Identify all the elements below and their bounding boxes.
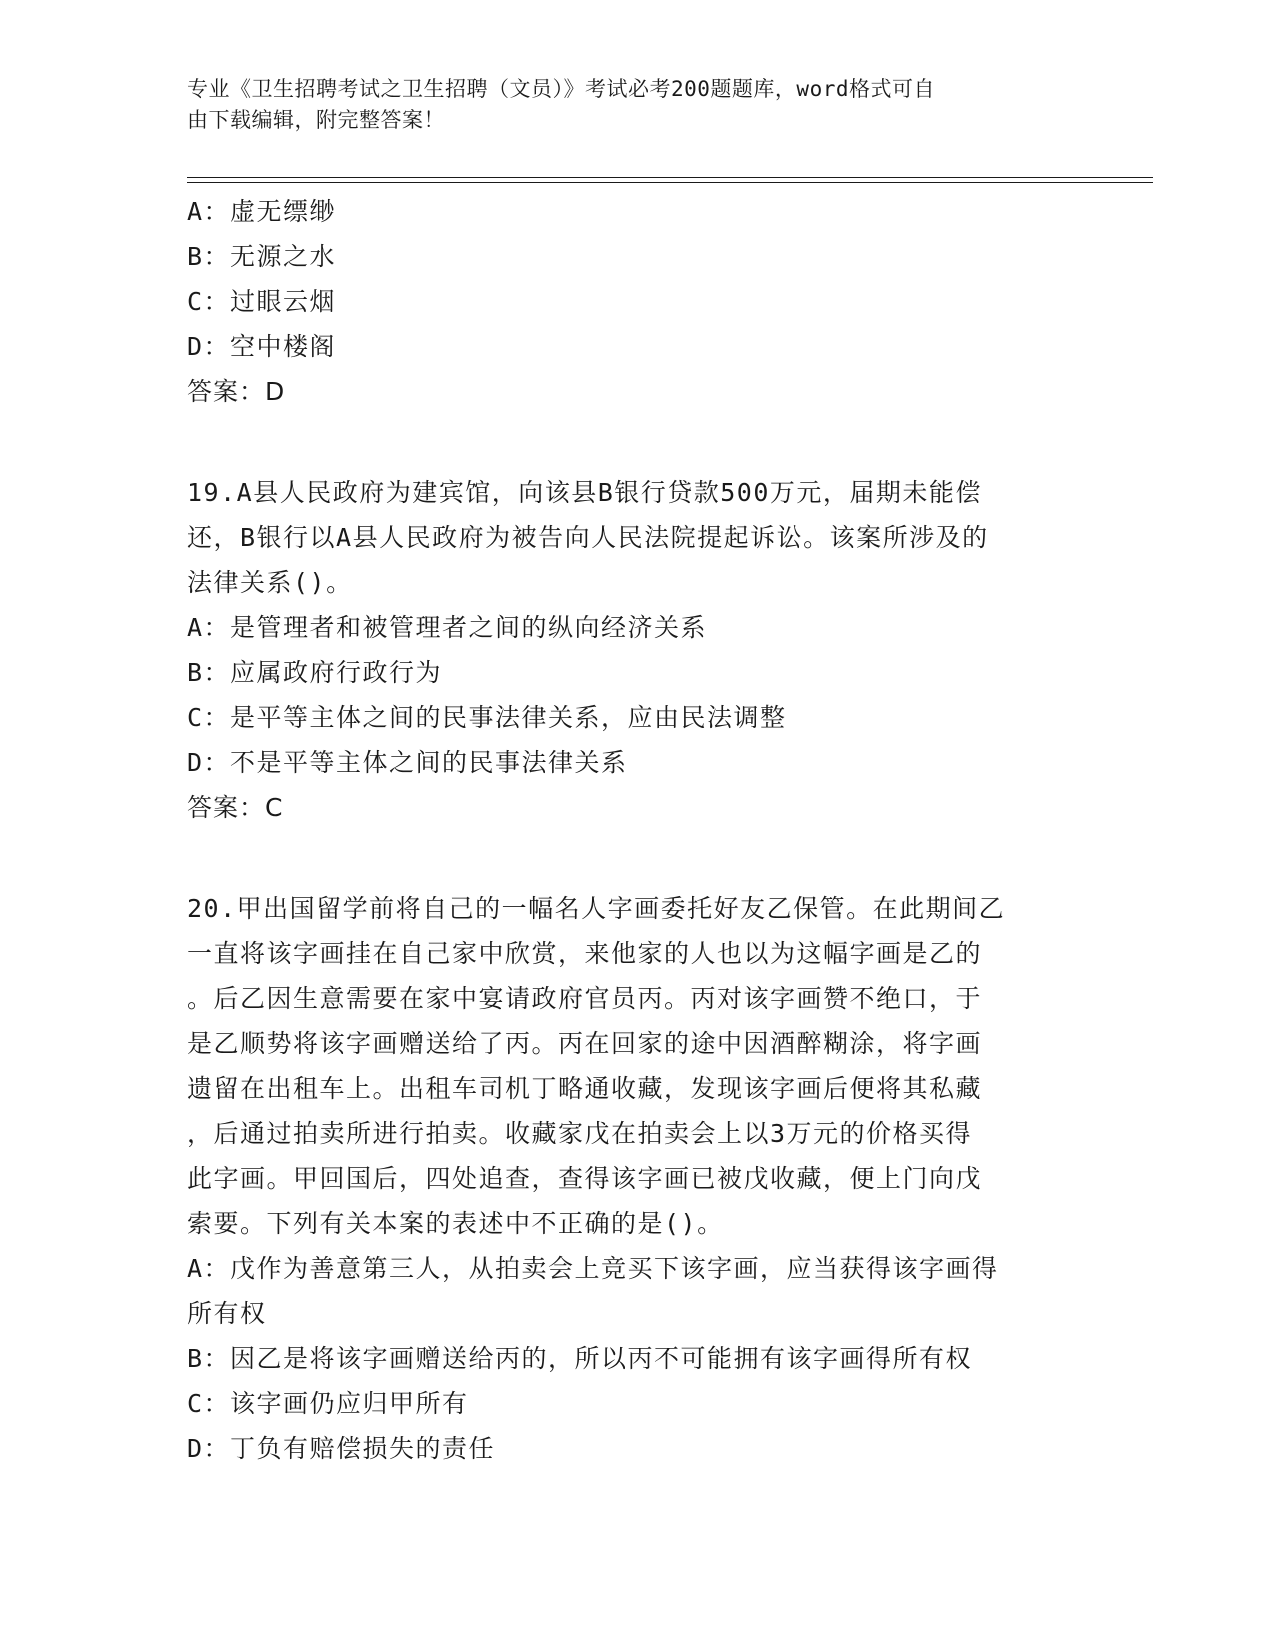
- question-text-line: 一直将该字画挂在自己家中欣赏，来他家的人也以为这幅字画是乙的: [187, 939, 983, 968]
- answer: 答案：D: [187, 377, 286, 406]
- option-c: C：是平等主体之间的民事法律关系，应由民法调整: [187, 703, 787, 732]
- header-line-2: 由下载编辑，附完整答案！: [187, 108, 445, 132]
- question-text-line: 索要。下列有关本案的表述中不正确的是()。: [187, 1209, 724, 1238]
- question-text-line: 19.A县人民政府为建宾馆，向该县B银行贷款500万元，届期未能偿: [187, 478, 982, 507]
- option-b: B：因乙是将该字画赠送给丙的，所以丙不可能拥有该字画得所有权: [187, 1344, 973, 1373]
- question-text-line: 法律关系()。: [187, 568, 353, 597]
- answer: 答案：C: [187, 793, 284, 822]
- header-rule-top: [187, 177, 1153, 178]
- option-c: C：该字画仍应归甲所有: [187, 1389, 469, 1418]
- option-d: D：空中楼阁: [187, 332, 337, 361]
- option-d: D：丁负有赔偿损失的责任: [187, 1434, 496, 1463]
- option-a: A：虚无缥缈: [187, 197, 337, 226]
- option-a: A：戊作为善意第三人，从拍卖会上竞买下该字画，应当获得该字画得: [187, 1254, 999, 1283]
- question-text-line: 还，B银行以A县人民政府为被告向人民法院提起诉讼。该案所涉及的: [187, 523, 989, 552]
- question-text-line: 。后乙因生意需要在家中宴请政府官员丙。丙对该字画赞不绝口，于: [187, 984, 983, 1013]
- question-text-line: 是乙顺势将该字画赠送给了丙。丙在回家的途中因酒醉糊涂，将字画: [187, 1029, 983, 1058]
- question-text-line: 此字画。甲回国后，四处追查，查得该字画已被戊收藏，便上门向戊: [187, 1164, 983, 1193]
- document-header: [187, 74, 1087, 136]
- document-body: [187, 189, 1087, 1471]
- option-c: C：过眼云烟: [187, 287, 337, 316]
- question-18: [187, 189, 1087, 414]
- question-text-line: ，后通过拍卖所进行拍卖。收藏家戊在拍卖会上以3万元的价格买得: [187, 1119, 973, 1148]
- option-a: A：是管理者和被管理者之间的纵向经济关系: [187, 613, 708, 642]
- option-b: B：无源之水: [187, 242, 337, 271]
- option-b: B：应属政府行政行为: [187, 658, 443, 687]
- question-text-line: 遗留在出租车上。出租车司机丁略通收藏，发现该字画后便将其私藏: [187, 1074, 983, 1103]
- option-a-continued: 所有权: [187, 1299, 267, 1328]
- header-rule-bottom: [187, 182, 1153, 183]
- header-line-1: 专业《卫生招聘考试之卫生招聘（文员）》考试必考200题题库，word格式可自: [187, 77, 935, 101]
- question-19: [187, 470, 1087, 830]
- option-d: D：不是平等主体之间的民事法律关系: [187, 748, 628, 777]
- question-text-line: 20.甲出国留学前将自己的一幅名人字画委托好友乙保管。在此期间乙: [187, 894, 1006, 923]
- question-20: [187, 886, 1087, 1471]
